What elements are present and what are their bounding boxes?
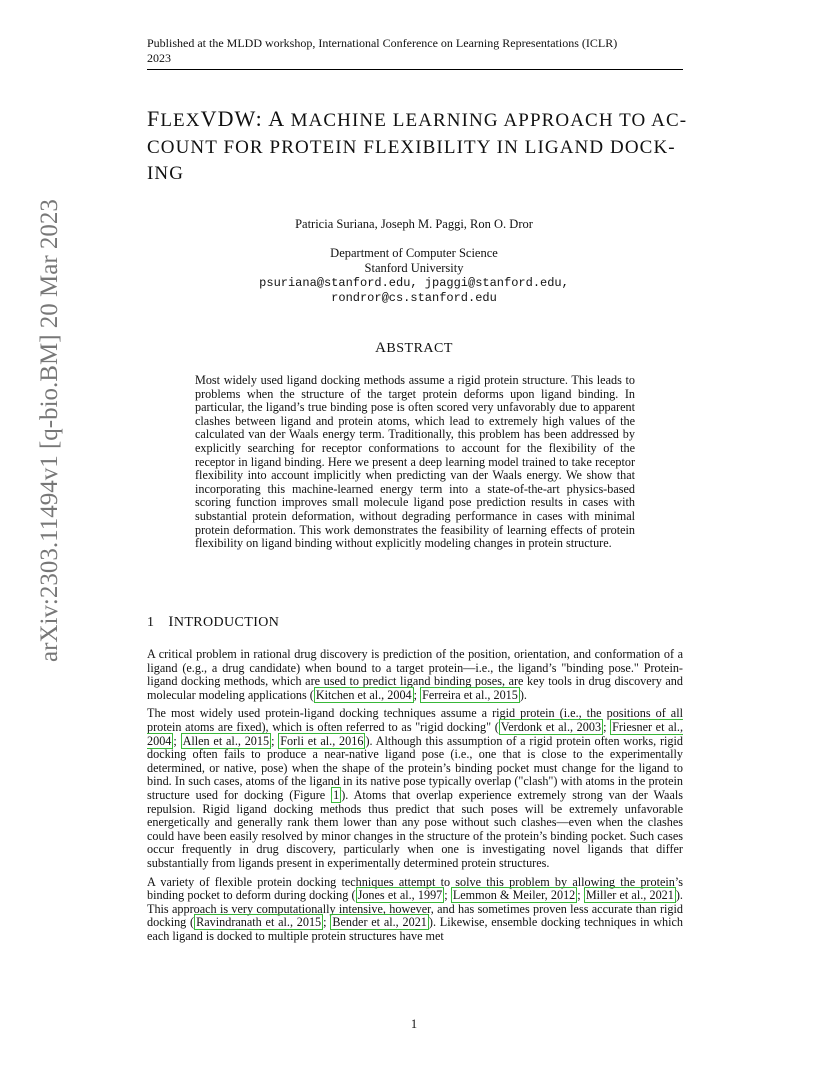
header-line-1: Published at the MLDD workshop, International Conference on Learning Representations (ICLR) — [147, 36, 618, 50]
citation-separator: ; — [444, 888, 451, 903]
figure-reference-link[interactable]: 1 — [333, 787, 340, 802]
paragraph-2: The most widely used protein-ligand docking techniques assume a rigid protein (i.e., the positions of all protein atoms are fixed), which is often referred to as "rigid docking" ( Verdonk et al., 2003 ; Friesner et al., 2004 ; Allen et al., 2015 ; Forli et al., 2016 ). Although this assumption of a rigid protein often works, rigid docking often fails to produce a near-native ligand pose (i.e., one that is close to the experimentally determined, or native, pose) when the shape of the protein’s binding pocket must change for the ligand to bind. In such cases, atoms of the ligand in its native pose typically overlap ("clash") with atoms in the protein structure used for docking (Figure 1 ). Atoms that overlap experience extremely strong van der Waals repulsion. Rigid ligand docking methods thus predict that such poses will be extremely unfavorable energetically and generally rank them lower than any pose without such clashes—even when the clashes could have been easily resolved by minor changes in the structure of the protein’s binding pocket. Such cases occur frequently in drug discovery, particularly when one is investigating novel ligands that differ substantially from ligands present in experimentally determined protein structures. — [147, 706, 684, 870]
section-number: 1 — [147, 615, 155, 630]
citation-link[interactable]: Miller et al., 2021 — [585, 888, 674, 903]
citation-link[interactable]: Bender et al., 2021 — [332, 915, 427, 930]
header-line-2: 2023 — [147, 51, 171, 65]
introduction-body — [147, 648, 683, 948]
citation-separator: ; — [603, 719, 611, 734]
citation-separator: ; — [323, 915, 331, 930]
abstract-heading: ABSTRACT — [375, 340, 453, 356]
title-line-2: COUNT FOR PROTEIN FLEXIBILITY IN LIGAND DOCK- — [147, 136, 676, 158]
paper-title — [147, 106, 697, 188]
citation-link[interactable]: Ferreira et al., 2015 — [422, 687, 518, 702]
arxiv-sidebar — [36, 199, 66, 662]
citation-link[interactable]: Verdonk et al., 2003 — [500, 719, 602, 734]
citation-link[interactable]: Lemmon & Meiler, 2012 — [452, 888, 576, 903]
page-number: 1 — [410, 1017, 418, 1031]
citation-link[interactable]: Friesner et al., 2004 — [147, 719, 683, 748]
citation-link[interactable]: Ravindranath et al., 2015 — [196, 915, 322, 930]
section-heading-introduction: 1 INTRODUCTION — [147, 614, 280, 630]
department: Department of Computer Science — [330, 246, 498, 260]
citation-link[interactable]: Forli et al., 2016 — [280, 733, 364, 748]
citation-separator: ; — [271, 733, 279, 748]
abstract-text: Most widely used ligand docking methods assume a rigid protein structure. This leads to problems when the structure of the target protein deforms upon ligand binding. In particular, the ligand’s true binding pose is often scored very unfavorably due to apparent clashes between ligand and protein atoms, which lead to extremely high values of the calculated van der Waals energy term. Traditionally, this problem has been addressed by explicitly searching for receptor conformations to account for the flexibility of the receptor in ligand binding. Here we present a deep learning model trained to take receptor flexibility into account implicitly when predicting van der Waals energy. We show that incorporating this machine-learned energy term into a state-of-the-art physics-based scoring function improves small molecule ligand pose prediction results in cases with substantial protein deformation, without degrading performance in cases with minimal protein deformation. This work demonstrates the feasibility of learning effects of protein flexibility on ligand binding without explicitly modeling changes in protein structure. — [195, 373, 635, 551]
citation-separator: ; — [577, 888, 584, 903]
affiliation-block — [0, 246, 828, 306]
title-line-1: FLEXVDW: A MACHINE LEARNING APPROACH TO AC- — [147, 106, 688, 131]
citation-link[interactable]: Kitchen et al., 2004 — [315, 687, 412, 702]
citation-link[interactable]: Jones et al., 1997 — [357, 888, 443, 903]
arxiv-identifier: arXiv:2303.11494v1 [q-bio.BM] 20 Mar 2023 — [36, 199, 63, 662]
paragraph-3: A variety of flexible protein docking techniques attempt to solve this problem by allowing the protein’s binding pocket to deform during docking ( Jones et al., 1997 ; Lemmon & Meiler, 2012 ; Miller et al., 2021 ). This approach is very computationally intensive, however, and has sometimes proven less accurate than rigid docking ( Ravindranath et al., 2015 ; Bender et al., 2021 ). Likewise, ensemble docking techniques in which each ligand is docked to multiple protein structures have met — [147, 874, 684, 943]
author-emails-1[interactable]: psuriana@stanford.edu, jpaggi@stanford.edu, — [259, 276, 569, 290]
university: Stanford University — [364, 261, 464, 275]
citation-link[interactable]: Allen et al., 2015 — [182, 733, 270, 748]
author-emails-2[interactable]: rondror@cs.stanford.edu — [331, 291, 497, 305]
running-header — [147, 36, 683, 70]
citation-separator: ; — [173, 733, 181, 748]
title-line-3: ING — [147, 163, 185, 184]
author-list: Patricia Suriana, Joseph M. Paggi, Ron O. Dror — [295, 217, 533, 231]
paragraph-1: A critical problem in rational drug discovery is prediction of the position, orientation, and conformation of a ligand (e.g., a drug candidate) when bound to a target protein—i.e., the ligand’s "binding pose." Protein-ligand docking methods, which are used to predict ligand binding poses, are key tools in drug discovery and molecular modeling applications ( Kitchen et al., 2004 ; Ferreira et al., 2015 ). — [147, 647, 683, 702]
